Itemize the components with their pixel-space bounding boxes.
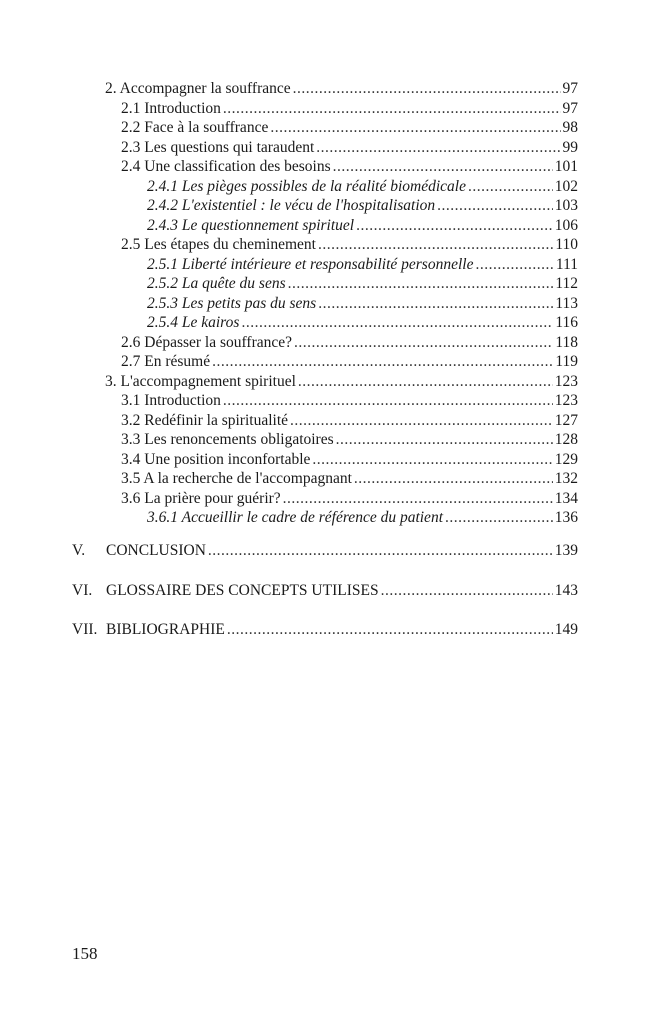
toc-entry-title: 3.5 A la recherche de l'accompagnant bbox=[121, 470, 352, 487]
dot-leader bbox=[227, 620, 553, 639]
toc-entry-title: 2.3 Les questions qui taraudent bbox=[121, 138, 315, 156]
toc-entry bbox=[121, 489, 578, 508]
toc-part-title: CONCLUSION bbox=[106, 542, 206, 559]
toc-entry bbox=[121, 469, 578, 488]
toc-entry-title: 2.2 Face à la souffrance bbox=[121, 119, 269, 136]
toc-entry-title: 2.4.1 Les pièges possibles de la réalité biomédicale bbox=[147, 177, 466, 195]
toc-entry-title: 2.5.2 La quête du sens bbox=[147, 275, 286, 292]
toc-entry-page: 123 bbox=[554, 392, 578, 409]
toc-entry-title: 2.5.1 Liberté intérieure et responsabilité personnelle bbox=[147, 255, 474, 273]
toc-part-number: VII. bbox=[72, 621, 98, 638]
dot-leader bbox=[212, 352, 553, 371]
toc-entry-page: 119 bbox=[555, 353, 578, 370]
toc-entry bbox=[147, 274, 578, 293]
toc-entry-page: 103 bbox=[554, 197, 578, 214]
toc-entry bbox=[147, 313, 578, 332]
toc-entry-page: 134 bbox=[554, 489, 578, 507]
toc-part-page: 149 bbox=[554, 621, 578, 638]
toc-part-title: GLOSSAIRE DES CONCEPTS UTILISES bbox=[106, 581, 379, 599]
toc-entry-title: 3.1 Introduction bbox=[121, 392, 221, 409]
dot-leader bbox=[356, 216, 553, 235]
toc-entry bbox=[121, 430, 578, 449]
toc-entry-title: 2.4 Une classification des besoins bbox=[121, 158, 331, 175]
toc-entry-page: 98 bbox=[562, 119, 578, 136]
dot-leader bbox=[241, 313, 553, 332]
toc-entry bbox=[121, 450, 578, 469]
toc-entry-page: 97 bbox=[562, 80, 578, 97]
toc-entry bbox=[147, 216, 578, 235]
toc-entry bbox=[147, 255, 578, 274]
toc-entry-title: 2.7 En résumé bbox=[121, 353, 211, 370]
toc-entry bbox=[121, 391, 578, 410]
dot-leader bbox=[445, 508, 553, 527]
toc-entry-title: 3.6 La prière pour guérir? bbox=[121, 489, 281, 507]
toc-part-number: VI. bbox=[72, 581, 93, 599]
toc-entry bbox=[147, 294, 578, 313]
toc-entry-page: 112 bbox=[555, 275, 578, 292]
toc-entry bbox=[121, 99, 578, 118]
toc-entry bbox=[121, 235, 578, 254]
dot-leader bbox=[316, 138, 560, 157]
toc-entry-page: 106 bbox=[554, 216, 578, 234]
dot-leader bbox=[437, 196, 553, 215]
toc-entry bbox=[147, 196, 578, 215]
toc-entry-title: 2.6 Dépasser la souffrance? bbox=[121, 333, 292, 351]
toc-entry-page: 110 bbox=[555, 236, 578, 253]
dot-leader bbox=[290, 411, 553, 430]
toc-entry-title: 3.6.1 Accueillir le cadre de référence du patient bbox=[147, 509, 443, 526]
dot-leader bbox=[293, 79, 561, 98]
toc-entry bbox=[121, 118, 578, 137]
dot-leader bbox=[354, 469, 553, 488]
dot-leader bbox=[318, 294, 553, 313]
toc-part-page: 143 bbox=[554, 581, 578, 599]
dot-leader bbox=[336, 430, 553, 449]
toc-entry-page: 123 bbox=[554, 372, 578, 390]
dot-leader bbox=[298, 372, 553, 391]
dot-leader bbox=[475, 255, 553, 274]
toc-entry-page: 97 bbox=[562, 99, 578, 117]
toc-entry bbox=[121, 138, 578, 157]
toc-entry-title: 2.5 Les étapes du cheminement bbox=[121, 236, 316, 253]
dot-leader bbox=[288, 274, 554, 293]
toc-part bbox=[72, 620, 578, 639]
toc-entry-title: 2.5.3 Les petits pas du sens bbox=[147, 294, 317, 312]
dot-leader bbox=[223, 391, 553, 410]
toc-entry bbox=[105, 372, 578, 391]
toc-entry-title: 3.3 Les renoncements obligatoires bbox=[121, 431, 334, 448]
toc-entry-title: 2.1 Introduction bbox=[121, 99, 221, 117]
toc-entry bbox=[121, 411, 578, 430]
toc-entry-title: 2.4.2 L'existentiel : le vécu de l'hospitalisation bbox=[147, 197, 436, 214]
dot-leader bbox=[381, 581, 553, 600]
toc-entry-page: 127 bbox=[554, 411, 578, 429]
toc-entry-page: 111 bbox=[555, 255, 578, 273]
page-number: 158 bbox=[72, 944, 98, 963]
toc-entry-title: 3.2 Redéfinir la spiritualité bbox=[121, 411, 289, 429]
toc-entry-page: 128 bbox=[554, 431, 578, 448]
toc-entry-page: 132 bbox=[554, 470, 578, 487]
toc-entry-page: 113 bbox=[555, 294, 578, 312]
toc-entry bbox=[105, 79, 578, 98]
toc-entry bbox=[121, 333, 578, 352]
dot-leader bbox=[270, 118, 560, 137]
dot-leader bbox=[333, 157, 553, 176]
dot-leader bbox=[468, 177, 553, 196]
toc-part-title: BIBLIOGRAPHIE bbox=[106, 621, 225, 638]
toc-entry-page: 101 bbox=[554, 158, 578, 175]
dot-leader bbox=[223, 99, 561, 118]
toc-entry bbox=[147, 177, 578, 196]
dot-leader bbox=[283, 489, 553, 508]
toc-entry bbox=[121, 157, 578, 176]
toc-entry bbox=[147, 508, 578, 527]
toc-entry-page: 136 bbox=[554, 509, 578, 526]
toc-entry-title: 2.5.4 Le kairos bbox=[147, 314, 240, 331]
toc-entry-title: 3. L'accompagnement spirituel bbox=[105, 372, 296, 390]
dot-leader bbox=[312, 450, 552, 469]
dot-leader bbox=[318, 235, 553, 254]
toc-entry-title: 2. Accompagner la souffrance bbox=[105, 80, 291, 97]
toc-entry bbox=[121, 352, 578, 371]
toc-entry-page: 99 bbox=[562, 138, 578, 156]
toc-entry-title: 2.4.3 Le questionnement spirituel bbox=[147, 216, 355, 234]
dot-leader bbox=[294, 333, 553, 352]
toc-entry-title: 3.4 Une position inconfortable bbox=[121, 450, 311, 468]
toc-part bbox=[72, 541, 578, 560]
toc-entry-page: 102 bbox=[554, 177, 578, 195]
toc-entry-page: 129 bbox=[554, 450, 578, 468]
dot-leader bbox=[208, 541, 553, 560]
toc-part-number: V. bbox=[72, 542, 86, 559]
toc-part-page: 139 bbox=[554, 542, 578, 559]
toc-part bbox=[72, 581, 578, 600]
toc-entry-page: 118 bbox=[555, 333, 578, 351]
toc-entry-page: 116 bbox=[555, 314, 578, 331]
